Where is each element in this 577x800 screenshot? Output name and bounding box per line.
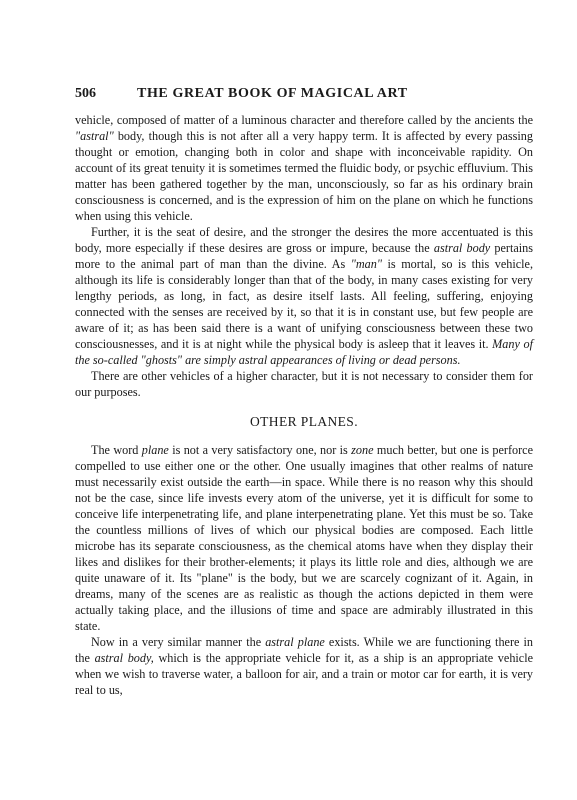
italic-run: astral body, bbox=[94, 651, 154, 665]
text-run: vehicle, composed of matter of a luminous character and therefore called by the ancients the bbox=[75, 113, 533, 127]
italic-run: "man" bbox=[350, 257, 382, 271]
text-run: exists. While we are functioning there in the bbox=[75, 635, 533, 665]
paragraph bbox=[75, 368, 533, 400]
paragraph bbox=[75, 442, 533, 634]
italic-run: Many of the so-called "ghosts" are simply astral appearances of living or dead persons. bbox=[75, 337, 533, 367]
book-page bbox=[75, 86, 533, 698]
running-title: THE GREAT BOOK OF MAGICAL ART bbox=[137, 86, 408, 101]
italic-run: zone bbox=[351, 443, 374, 457]
text-run: is not a very satisfactory one, nor is bbox=[168, 443, 352, 457]
text-run: Further, it is the seat of desire, and the stronger the desires the more accentuated is this body, more especially if these desires are gross or impure, because the bbox=[75, 225, 533, 255]
text-run: There are other vehicles of a higher character, but it is not necessary to consider them for our purposes. bbox=[75, 369, 533, 399]
italic-run: plane bbox=[141, 443, 169, 457]
text-run: much better, but one is perforce compelled to use either one or the other. One usually imagines that other realms of nature must necessarily exist outside the earth—in space. While there is no reason why this should not be the case, since life invests every atom of the universe, yet it is difficult for some to conceive life interpenetrating life, and plane interpenetrating plane. Yet this must be so. Take the countless millions of lives of which our physical bodies are composed. Each little microbe has its separate consciousness, as the chemical atoms have when they display their likes and dislikes for their brother-elements; it plays its little role and dies, although we are quite unaware of it. Its "plane" is the body, but we are scarcely cognizant of it. Again, in dreams, many of the scenes are as realistic as though the actions depicted in them were actually taking place, and the illusions of time and space are admirably illustrated in this state. bbox=[75, 443, 534, 633]
italic-run: "astral" bbox=[75, 129, 114, 143]
paragraph bbox=[75, 224, 533, 368]
text-run: pertains more to the animal part of man than the divine. As bbox=[75, 241, 533, 271]
paragraph bbox=[75, 634, 533, 698]
body-text-top bbox=[75, 112, 533, 400]
page-header bbox=[75, 86, 533, 108]
text-run: The word bbox=[91, 443, 142, 457]
body-text-bottom bbox=[75, 442, 533, 698]
page-number: 506 bbox=[75, 86, 96, 101]
text-run: which is the appropriate vehicle for it, as a ship is an appropriate vehicle when we wish to traverse water, a balloon for air, and a train or motor car for earth, it is very real to us, bbox=[75, 651, 534, 697]
italic-run: astral body bbox=[433, 241, 491, 255]
section-heading: OTHER PLANES. bbox=[250, 414, 358, 429]
paragraph bbox=[75, 112, 533, 224]
text-run: body, though this is not after all a very happy term. It is affected by every passing thought or emotion, changing both in color and shape with inconceivable rapidity. On account of its great tenuity it is sometimes termed the fluidic body, or psychic effluvium. This matter has been gathered together by the man, unconsciously, so far as his ordinary brain consciousness is concerned, and is the expression of him on the plane on which he functions when using this vehicle. bbox=[75, 129, 533, 223]
text-run: Now in a very similar manner the bbox=[91, 635, 266, 649]
text-run: is mortal, so is this vehicle, although its life is considerably longer than that of the body, in many cases existing for very lengthy periods, as long, in fact, as desire itself lasts. All feeling, suffering, enjoying connected with the senses are received by it, so that it is in constant use, but few people are aware of it; as has been said there is a want of unifying consciousness between these two consciousnesses, and it is at night while the physical body is asleep that it leaves it. bbox=[75, 257, 533, 351]
italic-run: astral plane bbox=[265, 635, 325, 649]
